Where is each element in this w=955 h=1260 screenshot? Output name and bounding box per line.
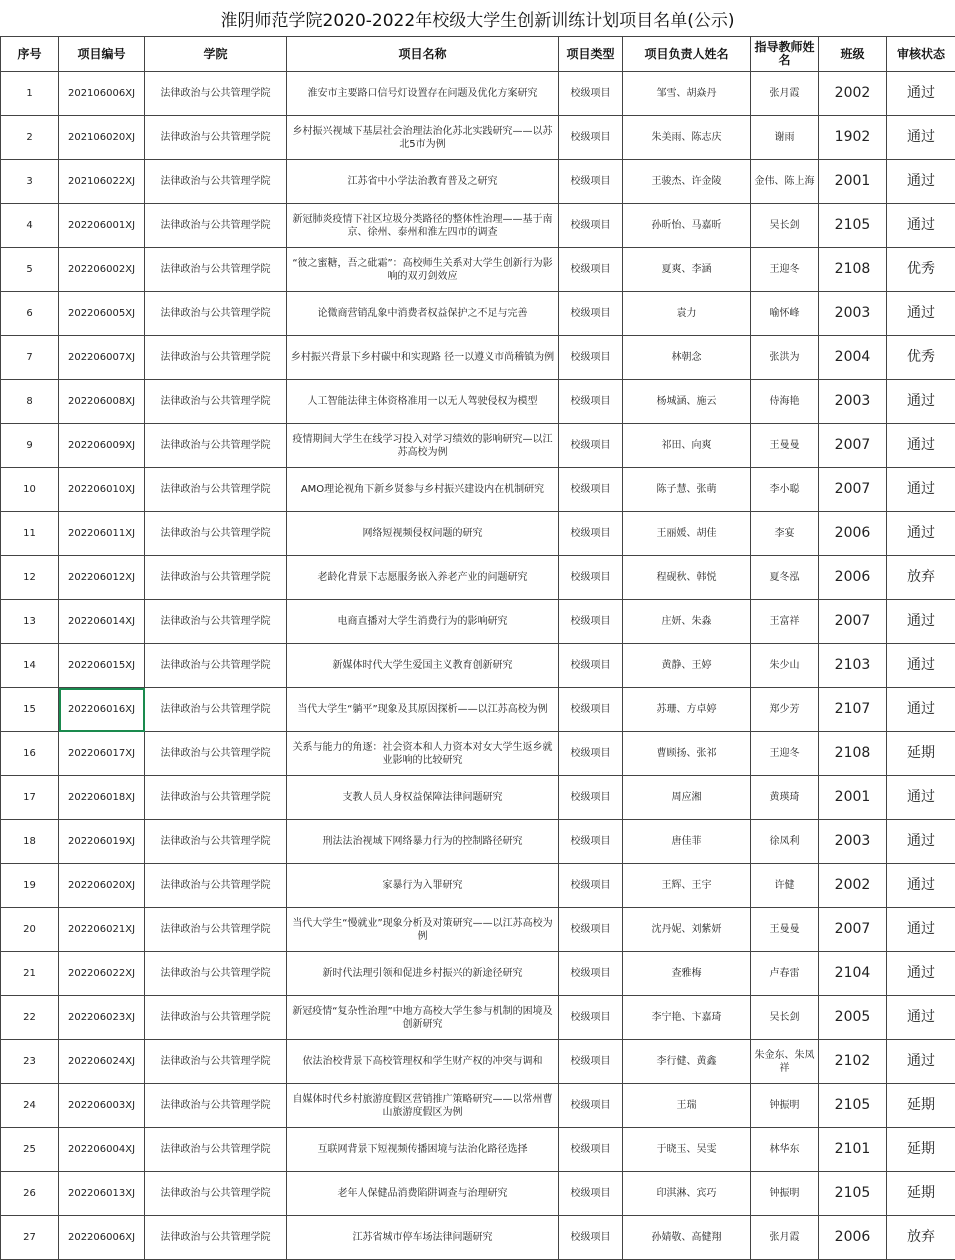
cell-type[interactable]: 校级项目 <box>559 380 623 424</box>
cell-project-name[interactable]: 人工智能法律主体资格准用一以无人驾驶侵权为模型 <box>287 380 559 424</box>
header-no[interactable]: 序号 <box>1 37 59 72</box>
cell-no[interactable]: 18 <box>1 820 59 864</box>
cell-class[interactable]: 2007 <box>819 600 887 644</box>
cell-status[interactable]: 通过 <box>887 644 955 688</box>
cell-type[interactable]: 校级项目 <box>559 512 623 556</box>
cell-advisor[interactable]: 许健 <box>751 864 819 908</box>
cell-type[interactable]: 校级项目 <box>559 160 623 204</box>
cell-status[interactable]: 通过 <box>887 512 955 556</box>
cell-college[interactable]: 法律政治与公共管理学院 <box>145 952 287 996</box>
cell-project-name[interactable]: 江苏省中小学法治教育普及之研究 <box>287 160 559 204</box>
cell-type[interactable]: 校级项目 <box>559 1172 623 1216</box>
cell-code[interactable]: 202206004XJ <box>59 1128 145 1172</box>
cell-advisor[interactable]: 张月霞 <box>751 1216 819 1260</box>
cell-advisor[interactable]: 喻怀峰 <box>751 292 819 336</box>
cell-code[interactable]: 202206014XJ <box>59 600 145 644</box>
cell-status[interactable]: 通过 <box>887 116 955 160</box>
cell-class[interactable]: 2006 <box>819 556 887 600</box>
cell-advisor[interactable]: 钟振明 <box>751 1084 819 1128</box>
cell-class[interactable]: 2003 <box>819 820 887 864</box>
cell-code[interactable]: 202206016XJ <box>59 688 145 732</box>
cell-college[interactable]: 法律政治与公共管理学院 <box>145 204 287 248</box>
cell-code[interactable]: 202106020XJ <box>59 116 145 160</box>
table-row <box>1 908 955 952</box>
table-row <box>1 600 955 644</box>
cell-class[interactable]: 2105 <box>819 1172 887 1216</box>
cell-college[interactable]: 法律政治与公共管理学院 <box>145 1084 287 1128</box>
cell-class[interactable]: 2105 <box>819 1084 887 1128</box>
cell-no[interactable]: 13 <box>1 600 59 644</box>
cell-project-name[interactable]: 新媒体时代大学生爱国主义教育创新研究 <box>287 644 559 688</box>
cell-advisor[interactable]: 徐凤利 <box>751 820 819 864</box>
cell-status[interactable]: 延期 <box>887 1084 955 1128</box>
cell-college[interactable]: 法律政治与公共管理学院 <box>145 644 287 688</box>
cell-type[interactable]: 校级项目 <box>559 424 623 468</box>
cell-project-name[interactable]: 乡村振兴背景下乡村碳中和实现路 径一以遵义市尚稽镇为例 <box>287 336 559 380</box>
cell-college[interactable]: 法律政治与公共管理学院 <box>145 600 287 644</box>
cell-type[interactable]: 校级项目 <box>559 204 623 248</box>
cell-code[interactable]: 202206017XJ <box>59 732 145 776</box>
cell-college[interactable]: 法律政治与公共管理学院 <box>145 116 287 160</box>
cell-class[interactable]: 2001 <box>819 776 887 820</box>
cell-project-name[interactable]: 江苏省城市停车场法律问题研究 <box>287 1216 559 1260</box>
cell-leader[interactable]: 邹雪、胡焱丹 <box>623 72 751 116</box>
cell-code[interactable]: 202106006XJ <box>59 72 145 116</box>
cell-project-name[interactable]: 电商直播对大学生消费行为的影响研究 <box>287 600 559 644</box>
cell-leader[interactable]: 李宁艳、卞嘉琦 <box>623 996 751 1040</box>
cell-type[interactable]: 校级项目 <box>559 248 623 292</box>
cell-type[interactable]: 校级项目 <box>559 1216 623 1260</box>
cell-status[interactable]: 通过 <box>887 160 955 204</box>
cell-code[interactable]: 202206007XJ <box>59 336 145 380</box>
cell-type[interactable]: 校级项目 <box>559 688 623 732</box>
cell-class[interactable]: 2108 <box>819 248 887 292</box>
cell-type[interactable]: 校级项目 <box>559 72 623 116</box>
cell-leader[interactable]: 王辉、王宇 <box>623 864 751 908</box>
cell-no[interactable]: 17 <box>1 776 59 820</box>
table-row <box>1 1084 955 1128</box>
table-row <box>1 1172 955 1216</box>
cell-status[interactable]: 通过 <box>887 292 955 336</box>
table-row <box>1 688 955 732</box>
cell-project-name[interactable]: 淮安市主要路口信号灯设置存在问题及优化方案研究 <box>287 72 559 116</box>
cell-leader[interactable]: 孙昕怡、马嘉昕 <box>623 204 751 248</box>
cell-college[interactable]: 法律政治与公共管理学院 <box>145 732 287 776</box>
cell-college[interactable]: 法律政治与公共管理学院 <box>145 776 287 820</box>
cell-no[interactable]: 1 <box>1 72 59 116</box>
cell-college[interactable]: 法律政治与公共管理学院 <box>145 160 287 204</box>
cell-advisor[interactable]: 王曼曼 <box>751 424 819 468</box>
cell-college[interactable]: 法律政治与公共管理学院 <box>145 468 287 512</box>
cell-college[interactable]: 法律政治与公共管理学院 <box>145 1216 287 1260</box>
table-body <box>1 72 955 1260</box>
cell-college[interactable]: 法律政治与公共管理学院 <box>145 380 287 424</box>
cell-no[interactable]: 21 <box>1 952 59 996</box>
cell-status[interactable]: 通过 <box>887 908 955 952</box>
cell-type[interactable]: 校级项目 <box>559 116 623 160</box>
cell-no[interactable]: 8 <box>1 380 59 424</box>
cell-leader[interactable]: 查雅梅 <box>623 952 751 996</box>
cell-college[interactable]: 法律政治与公共管理学院 <box>145 864 287 908</box>
cell-no[interactable]: 6 <box>1 292 59 336</box>
cell-project-name[interactable]: 自媒体时代乡村旅游度假区营销推广策略研究——以常州曹山旅游度假区为例 <box>287 1084 559 1128</box>
cell-advisor[interactable]: 侍海艳 <box>751 380 819 424</box>
cell-project-name[interactable]: 网络短视频侵权问题的研究 <box>287 512 559 556</box>
cell-code[interactable]: 202206024XJ <box>59 1040 145 1084</box>
cell-type[interactable]: 校级项目 <box>559 600 623 644</box>
table-row <box>1 292 955 336</box>
cell-advisor[interactable]: 金伟、陈上海 <box>751 160 819 204</box>
cell-leader[interactable]: 程砚秋、韩悦 <box>623 556 751 600</box>
cell-type[interactable]: 校级项目 <box>559 1084 623 1128</box>
cell-class[interactable]: 2007 <box>819 424 887 468</box>
cell-status[interactable]: 通过 <box>887 424 955 468</box>
table-row <box>1 820 955 864</box>
cell-code[interactable]: 202206005XJ <box>59 292 145 336</box>
cell-no[interactable]: 4 <box>1 204 59 248</box>
cell-project-name[interactable]: 刑法法治视域下网络暴力行为的控制路径研究 <box>287 820 559 864</box>
cell-type[interactable]: 校级项目 <box>559 336 623 380</box>
cell-class[interactable]: 2005 <box>819 996 887 1040</box>
cell-leader[interactable]: 朱美雨、陈志庆 <box>623 116 751 160</box>
cell-advisor[interactable]: 王曼曼 <box>751 908 819 952</box>
cell-no[interactable]: 27 <box>1 1216 59 1260</box>
table-row <box>1 996 955 1040</box>
cell-leader[interactable]: 唐佳菲 <box>623 820 751 864</box>
cell-class[interactable]: 2007 <box>819 468 887 512</box>
cell-status[interactable]: 优秀 <box>887 336 955 380</box>
cell-college[interactable]: 法律政治与公共管理学院 <box>145 996 287 1040</box>
cell-college[interactable]: 法律政治与公共管理学院 <box>145 556 287 600</box>
cell-code[interactable]: 202206012XJ <box>59 556 145 600</box>
cell-class[interactable]: 2003 <box>819 292 887 336</box>
cell-project-name[interactable]: 老年人保健品消费陷阱调查与治理研究 <box>287 1172 559 1216</box>
cell-type[interactable]: 校级项目 <box>559 1040 623 1084</box>
cell-project-name[interactable]: 新时代法理引领和促进乡村振兴的新途径研究 <box>287 952 559 996</box>
cell-project-name[interactable]: 当代大学生“躺平”现象及其原因探析——以江苏高校为例 <box>287 688 559 732</box>
table-row <box>1 952 955 996</box>
cell-class[interactable]: 2006 <box>819 512 887 556</box>
cell-no[interactable]: 7 <box>1 336 59 380</box>
cell-leader[interactable]: 印淇淋、宾巧 <box>623 1172 751 1216</box>
cell-type[interactable]: 校级项目 <box>559 732 623 776</box>
cell-leader[interactable]: 庄妍、朱淼 <box>623 600 751 644</box>
cell-code[interactable]: 202106022XJ <box>59 160 145 204</box>
cell-status[interactable]: 通过 <box>887 952 955 996</box>
cell-code[interactable]: 202206019XJ <box>59 820 145 864</box>
cell-code[interactable]: 202206021XJ <box>59 908 145 952</box>
cell-project-name[interactable]: 当代大学生“慢就业”现象分析及对策研究——以江苏高校为例 <box>287 908 559 952</box>
table-row <box>1 644 955 688</box>
header-leader[interactable]: 项目负责人姓名 <box>623 37 751 72</box>
cell-leader[interactable]: 王骏杰、许金陵 <box>623 160 751 204</box>
cell-class[interactable]: 2003 <box>819 380 887 424</box>
cell-class[interactable]: 2006 <box>819 1216 887 1260</box>
cell-leader[interactable]: 曹顾扬、张祁 <box>623 732 751 776</box>
cell-leader[interactable]: 夏爽、李涵 <box>623 248 751 292</box>
table-row <box>1 204 955 248</box>
table-row <box>1 1128 955 1172</box>
cell-college[interactable]: 法律政治与公共管理学院 <box>145 336 287 380</box>
cell-class[interactable]: 2104 <box>819 952 887 996</box>
cell-code[interactable]: 202206001XJ <box>59 204 145 248</box>
cell-leader[interactable]: 苏珊、方卓婷 <box>623 688 751 732</box>
cell-advisor[interactable]: 王迎冬 <box>751 248 819 292</box>
table-row <box>1 1040 955 1084</box>
cell-status[interactable]: 通过 <box>887 820 955 864</box>
cell-type[interactable]: 校级项目 <box>559 644 623 688</box>
cell-type[interactable]: 校级项目 <box>559 996 623 1040</box>
cell-status[interactable]: 延期 <box>887 1128 955 1172</box>
cell-college[interactable]: 法律政治与公共管理学院 <box>145 424 287 468</box>
cell-no[interactable]: 15 <box>1 688 59 732</box>
header-status[interactable]: 审核状态 <box>887 37 955 72</box>
cell-college[interactable]: 法律政治与公共管理学院 <box>145 908 287 952</box>
cell-advisor[interactable]: 谢雨 <box>751 116 819 160</box>
cell-status[interactable]: 优秀 <box>887 248 955 292</box>
cell-no[interactable]: 20 <box>1 908 59 952</box>
cell-code[interactable]: 202206018XJ <box>59 776 145 820</box>
cell-class[interactable]: 2001 <box>819 160 887 204</box>
cell-project-name[interactable]: 乡村振兴视域下基层社会治理法治化苏北实践研究——以苏北5市为例 <box>287 116 559 160</box>
cell-no[interactable]: 14 <box>1 644 59 688</box>
cell-type[interactable]: 校级项目 <box>559 952 623 996</box>
cell-college[interactable]: 法律政治与公共管理学院 <box>145 1128 287 1172</box>
cell-project-name[interactable]: 疫情期间大学生在线学习投入对学习绩效的影响研究—以江苏高校为例 <box>287 424 559 468</box>
cell-advisor[interactable]: 王迎冬 <box>751 732 819 776</box>
cell-leader[interactable]: 李行健、黄鑫 <box>623 1040 751 1084</box>
cell-code[interactable]: 202206023XJ <box>59 996 145 1040</box>
cell-no[interactable]: 26 <box>1 1172 59 1216</box>
cell-code[interactable]: 202206009XJ <box>59 424 145 468</box>
header-name[interactable]: 项目名称 <box>287 37 559 72</box>
table-row <box>1 424 955 468</box>
header-college[interactable]: 学院 <box>145 37 287 72</box>
cell-code[interactable]: 202206011XJ <box>59 512 145 556</box>
cell-leader[interactable]: 王瑞 <box>623 1084 751 1128</box>
cell-project-name[interactable]: 支教人员人身权益保障法律问题研究 <box>287 776 559 820</box>
cell-advisor[interactable]: 张洪为 <box>751 336 819 380</box>
table-row <box>1 556 955 600</box>
cell-advisor[interactable]: 吴长剑 <box>751 996 819 1040</box>
cell-no[interactable]: 2 <box>1 116 59 160</box>
cell-no[interactable]: 16 <box>1 732 59 776</box>
cell-code[interactable]: 202206010XJ <box>59 468 145 512</box>
cell-advisor[interactable]: 卢春雷 <box>751 952 819 996</box>
table-row <box>1 248 955 292</box>
cell-status[interactable]: 放弃 <box>887 556 955 600</box>
cell-type[interactable]: 校级项目 <box>559 1128 623 1172</box>
cell-type[interactable]: 校级项目 <box>559 556 623 600</box>
table-row <box>1 160 955 204</box>
table-row <box>1 512 955 556</box>
cell-class[interactable]: 2108 <box>819 732 887 776</box>
cell-code[interactable]: 202206022XJ <box>59 952 145 996</box>
cell-status[interactable]: 通过 <box>887 864 955 908</box>
cell-leader[interactable]: 陈子慧、张萌 <box>623 468 751 512</box>
cell-leader[interactable]: 杨城涵、施云 <box>623 380 751 424</box>
cell-project-name[interactable]: 依法治校背景下高校管理权和学生财产权的冲突与调和 <box>287 1040 559 1084</box>
cell-class[interactable]: 2101 <box>819 1128 887 1172</box>
cell-code[interactable]: 202206002XJ <box>59 248 145 292</box>
cell-no[interactable]: 11 <box>1 512 59 556</box>
cell-advisor[interactable]: 吴长剑 <box>751 204 819 248</box>
cell-project-name[interactable]: 论微商营销乱象中消费者权益保护之不足与完善 <box>287 292 559 336</box>
cell-no[interactable]: 9 <box>1 424 59 468</box>
project-table <box>0 36 955 1260</box>
header-code[interactable]: 项目编号 <box>59 37 145 72</box>
cell-status[interactable]: 延期 <box>887 732 955 776</box>
cell-status[interactable]: 通过 <box>887 380 955 424</box>
cell-class[interactable]: 2103 <box>819 644 887 688</box>
cell-leader[interactable]: 林朝念 <box>623 336 751 380</box>
table-row <box>1 864 955 908</box>
table-row <box>1 468 955 512</box>
cell-code[interactable]: 202206020XJ <box>59 864 145 908</box>
table-row <box>1 336 955 380</box>
page-title: 淮阴师范学院2020-2022年校级大学生创新训练计划项目名单(公示) <box>0 0 955 37</box>
cell-status[interactable]: 通过 <box>887 996 955 1040</box>
cell-no[interactable]: 3 <box>1 160 59 204</box>
cell-college[interactable]: 法律政治与公共管理学院 <box>145 1040 287 1084</box>
table-row <box>1 72 955 116</box>
cell-no[interactable]: 12 <box>1 556 59 600</box>
cell-code[interactable]: 202206003XJ <box>59 1084 145 1128</box>
cell-status[interactable]: 延期 <box>887 1172 955 1216</box>
cell-college[interactable]: 法律政治与公共管理学院 <box>145 688 287 732</box>
cell-advisor[interactable]: 林华东 <box>751 1128 819 1172</box>
cell-leader[interactable]: 袁力 <box>623 292 751 336</box>
cell-status[interactable]: 放弃 <box>887 1216 955 1260</box>
cell-status[interactable]: 通过 <box>887 468 955 512</box>
cell-college[interactable]: 法律政治与公共管理学院 <box>145 820 287 864</box>
cell-advisor[interactable]: 郑少芳 <box>751 688 819 732</box>
cell-type[interactable]: 校级项目 <box>559 820 623 864</box>
table-row <box>1 1216 955 1260</box>
cell-leader[interactable]: 王丽媛、胡佳 <box>623 512 751 556</box>
cell-leader[interactable]: 孙婧敬、高健翔 <box>623 1216 751 1260</box>
cell-project-name[interactable]: 新冠肺炎疫情下社区垃圾分类路径的整体性治理——基于南京、徐州、泰州和淮左四市的调查 <box>287 204 559 248</box>
cell-project-name[interactable]: 家暴行为入罪研究 <box>287 864 559 908</box>
cell-type[interactable]: 校级项目 <box>559 908 623 952</box>
cell-no[interactable]: 25 <box>1 1128 59 1172</box>
cell-status[interactable]: 通过 <box>887 1040 955 1084</box>
cell-advisor[interactable]: 李宴 <box>751 512 819 556</box>
cell-type[interactable]: 校级项目 <box>559 864 623 908</box>
cell-class[interactable]: 2002 <box>819 72 887 116</box>
cell-leader[interactable]: 黄静、王婷 <box>623 644 751 688</box>
table-row <box>1 116 955 160</box>
cell-advisor[interactable]: 王富祥 <box>751 600 819 644</box>
cell-project-name[interactable]: AMO理论视角下新乡贤参与乡村振兴建设内在机制研究 <box>287 468 559 512</box>
cell-type[interactable]: 校级项目 <box>559 776 623 820</box>
cell-college[interactable]: 法律政治与公共管理学院 <box>145 72 287 116</box>
cell-code[interactable]: 202206015XJ <box>59 644 145 688</box>
cell-type[interactable]: 校级项目 <box>559 292 623 336</box>
cell-leader[interactable]: 于晓玉、吴雯 <box>623 1128 751 1172</box>
cell-status[interactable]: 通过 <box>887 600 955 644</box>
cell-code[interactable]: 202206006XJ <box>59 1216 145 1260</box>
cell-leader[interactable]: 沈丹妮、刘紫妍 <box>623 908 751 952</box>
cell-status[interactable]: 通过 <box>887 72 955 116</box>
cell-advisor[interactable]: 李小聪 <box>751 468 819 512</box>
cell-no[interactable]: 23 <box>1 1040 59 1084</box>
cell-code[interactable]: 202206008XJ <box>59 380 145 424</box>
table-row <box>1 380 955 424</box>
cell-advisor[interactable]: 张月霞 <box>751 72 819 116</box>
cell-college[interactable]: 法律政治与公共管理学院 <box>145 512 287 556</box>
header-advisor[interactable]: 指导教师姓名 <box>751 37 819 72</box>
cell-project-name[interactable]: 老龄化背景下志愿服务嵌入养老产业的问题研究 <box>287 556 559 600</box>
cell-advisor[interactable]: 黄瑛琦 <box>751 776 819 820</box>
table-row <box>1 776 955 820</box>
cell-class[interactable]: 2004 <box>819 336 887 380</box>
cell-leader[interactable]: 周应湘 <box>623 776 751 820</box>
cell-no[interactable]: 19 <box>1 864 59 908</box>
cell-no[interactable]: 24 <box>1 1084 59 1128</box>
cell-advisor[interactable]: 朱少山 <box>751 644 819 688</box>
cell-project-name[interactable]: 新冠疫情“复杂性治理”中地方高校大学生参与机制的困境及创新研究 <box>287 996 559 1040</box>
cell-college[interactable]: 法律政治与公共管理学院 <box>145 292 287 336</box>
cell-no[interactable]: 5 <box>1 248 59 292</box>
header-row <box>1 37 955 72</box>
cell-leader[interactable]: 祁田、向爽 <box>623 424 751 468</box>
cell-advisor[interactable]: 朱金东、朱凤祥 <box>751 1040 819 1084</box>
cell-status[interactable]: 通过 <box>887 204 955 248</box>
table-row <box>1 732 955 776</box>
cell-advisor[interactable]: 夏冬泓 <box>751 556 819 600</box>
header-type[interactable]: 项目类型 <box>559 37 623 72</box>
cell-class[interactable]: 2105 <box>819 204 887 248</box>
cell-status[interactable]: 通过 <box>887 688 955 732</box>
cell-project-name[interactable]: “彼之蜜糖，吾之砒霜”：高校师生关系对大学生创新行为影响的双刃剑效应 <box>287 248 559 292</box>
header-class[interactable]: 班级 <box>819 37 887 72</box>
cell-advisor[interactable]: 钟振明 <box>751 1172 819 1216</box>
cell-class[interactable]: 2107 <box>819 688 887 732</box>
cell-college[interactable]: 法律政治与公共管理学院 <box>145 248 287 292</box>
cell-class[interactable]: 2102 <box>819 1040 887 1084</box>
cell-project-name[interactable]: 关系与能力的角逐：社会资本和人力资本对女大学生返乡就业影响的比较研究 <box>287 732 559 776</box>
cell-college[interactable]: 法律政治与公共管理学院 <box>145 1172 287 1216</box>
cell-class[interactable]: 1902 <box>819 116 887 160</box>
cell-type[interactable]: 校级项目 <box>559 468 623 512</box>
cell-code[interactable]: 202206013XJ <box>59 1172 145 1216</box>
cell-no[interactable]: 22 <box>1 996 59 1040</box>
cell-class[interactable]: 2007 <box>819 908 887 952</box>
cell-no[interactable]: 10 <box>1 468 59 512</box>
cell-status[interactable]: 通过 <box>887 776 955 820</box>
cell-project-name[interactable]: 互联网背景下短视频传播困境与法治化路径选择 <box>287 1128 559 1172</box>
cell-class[interactable]: 2002 <box>819 864 887 908</box>
